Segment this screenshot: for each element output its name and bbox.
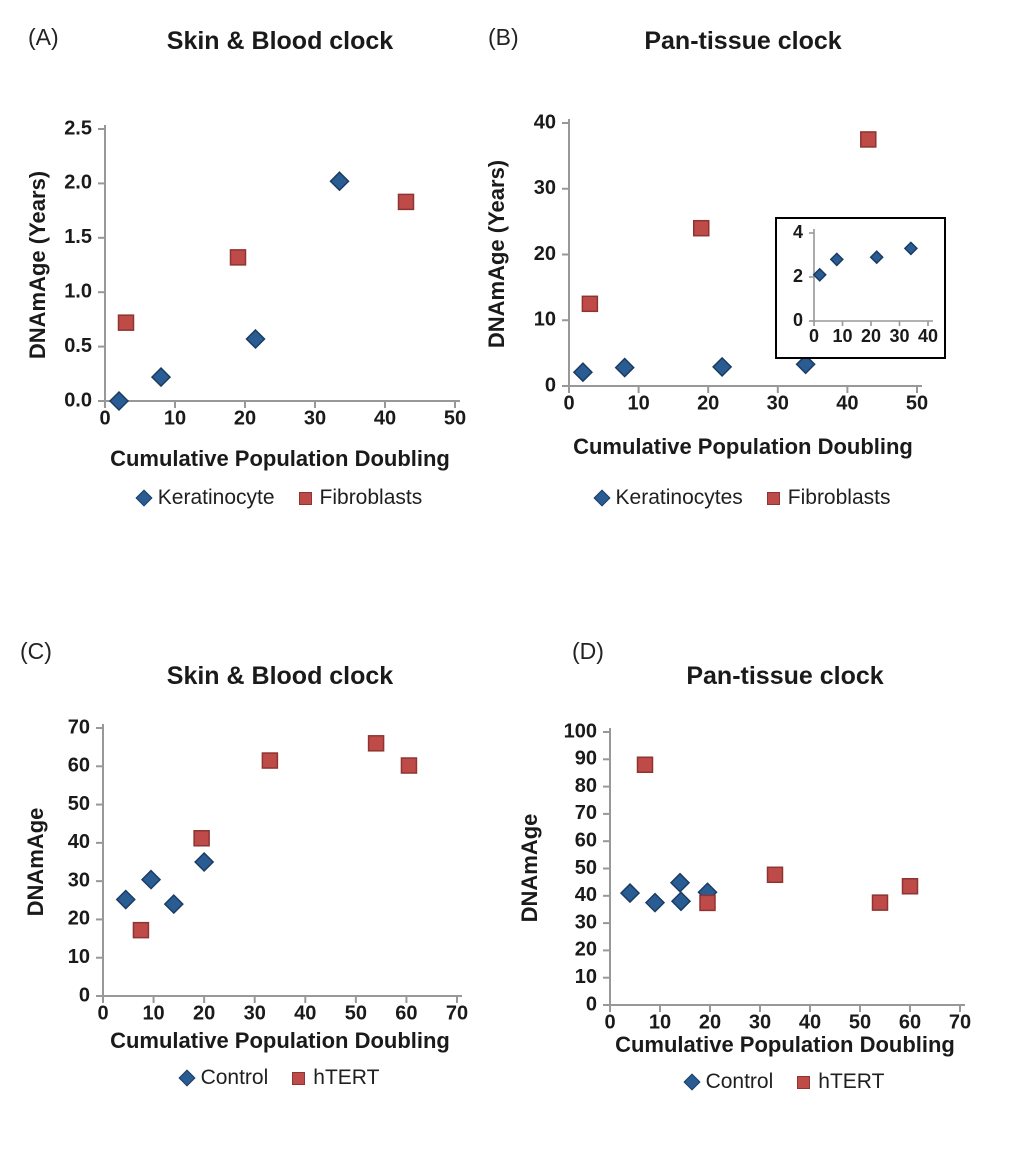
x-tick-label: 10 (648, 1011, 672, 1034)
x-tick-label: 20 (698, 1011, 722, 1034)
y-tick-label: 100 (563, 720, 597, 743)
y-tick-label: 70 (574, 802, 597, 825)
data-point-square-Fibroblasts (231, 250, 246, 265)
data-point-square-hTERT (768, 867, 783, 882)
data-point-square-Fibroblasts (582, 296, 597, 311)
x-tick-label: 10 (832, 325, 853, 346)
panel-d-x-axis-title: Cumulative Population Doubling (615, 1032, 955, 1057)
panel-c-title: Skin & Blood clock (166, 662, 394, 690)
data-point-diamond-Keratinocyte (331, 172, 349, 190)
x-tick-label: 60 (898, 1011, 922, 1034)
data-point-square-Fibroblasts (861, 132, 876, 147)
x-tick-label: 20 (233, 407, 257, 430)
data-point-diamond-Keratinocytes (616, 359, 634, 377)
x-tick-label: 40 (373, 407, 397, 430)
data-point-diamond-Keratinocyte (110, 392, 128, 410)
x-tick-label: 20 (697, 392, 720, 415)
x-tick-label: 60 (395, 1002, 418, 1025)
diamond-marker-icon (683, 1074, 700, 1091)
legend-label: Keratinocytes (615, 486, 743, 509)
y-tick-label: 40 (574, 884, 597, 907)
y-tick-label: 1.0 (64, 280, 92, 303)
data-point-square-hTERT (638, 757, 653, 772)
legend-label: Keratinocyte (157, 486, 275, 509)
y-tick-label: 0.5 (64, 334, 92, 357)
y-tick-label: 90 (574, 747, 597, 770)
panel-b-x-axis-title: Cumulative Population Doubling (573, 434, 913, 459)
data-point-diamond-Control (671, 874, 689, 892)
data-point-square-hTERT (194, 831, 209, 846)
data-point-square-hTERT (903, 879, 918, 894)
legend-label: hTERT (818, 1070, 885, 1093)
square-marker-icon (797, 1076, 810, 1089)
y-tick-label: 20 (533, 242, 556, 265)
legend-item-control (686, 1070, 774, 1094)
panel-c-label: (C) (20, 638, 52, 664)
data-point-square-hTERT (369, 736, 384, 751)
y-tick-label: 30 (67, 869, 90, 892)
data-point-square-hTERT (873, 895, 888, 910)
y-tick-label: 0 (792, 309, 803, 330)
data-point-diamond-Control (117, 891, 135, 909)
legend-item-keratinocytes (596, 486, 743, 510)
panel-a-x-axis-title: Cumulative Population Doubling (110, 446, 450, 471)
x-tick-label: 70 (948, 1011, 972, 1034)
y-tick-label: 30 (533, 177, 556, 200)
data-point-diamond-Keratinocytes (713, 358, 731, 376)
y-tick-label: 70 (67, 716, 90, 739)
legend-label: Control (705, 1070, 774, 1093)
x-tick-label: 30 (243, 1002, 266, 1025)
legend-label: hTERT (313, 1066, 380, 1089)
legend-label: Fibroblasts (787, 486, 891, 509)
panel-b-legend (569, 486, 917, 510)
x-tick-label: 50 (344, 1002, 367, 1025)
y-tick-label: 50 (574, 856, 597, 879)
legend-item-keratinocyte (138, 486, 275, 510)
x-tick-label: 30 (748, 1011, 772, 1034)
legend-item-htert (292, 1066, 379, 1090)
data-point-diamond-Control (646, 894, 664, 912)
panel-a-label: (A) (28, 24, 59, 50)
panel-d-title: Pan-tissue clock (686, 662, 884, 690)
data-point-square-Fibroblasts (399, 194, 414, 209)
y-tick-label: 10 (574, 965, 597, 988)
legend-label: Control (200, 1066, 269, 1089)
x-tick-label: 20 (193, 1002, 216, 1025)
y-tick-label: 2 (792, 265, 803, 286)
data-point-diamond-Keratinocyte (247, 330, 265, 348)
diamond-marker-icon (135, 490, 152, 507)
diamond-marker-icon (593, 490, 610, 507)
y-tick-label: 0.0 (64, 389, 92, 412)
y-tick-label: 0 (585, 993, 597, 1016)
legend-label: Fibroblasts (319, 486, 423, 509)
x-tick-label: 30 (303, 407, 327, 430)
panel-a-y-axis-title: DNAmAge (Years) (25, 170, 50, 360)
y-tick-label: 20 (67, 907, 90, 930)
x-tick-label: 30 (766, 392, 789, 415)
panel-b-title: Pan-tissue clock (644, 27, 842, 55)
y-tick-label: 10 (67, 945, 90, 968)
data-point-diamond-Control (195, 853, 213, 871)
x-tick-label: 40 (836, 392, 859, 415)
x-tick-label: 40 (294, 1002, 317, 1025)
x-tick-label: 40 (917, 325, 939, 346)
legend-item-fibroblasts (767, 486, 891, 510)
y-tick-label: 60 (67, 754, 90, 777)
data-point-square-hTERT (133, 923, 148, 938)
y-tick-label: 1.5 (64, 226, 92, 249)
x-tick-label: 30 (889, 325, 910, 346)
y-tick-label: 4 (792, 221, 803, 242)
legend-item-control (181, 1066, 269, 1090)
data-point-square-Fibroblasts (694, 221, 709, 236)
x-tick-label: 20 (860, 325, 882, 346)
x-tick-label: 10 (142, 1002, 165, 1025)
y-tick-label: 80 (574, 774, 597, 797)
legend-item-fibroblasts (299, 486, 423, 510)
y-tick-label: 2.0 (64, 171, 92, 194)
panel-c-y-axis-title: DNAmAge (23, 807, 48, 917)
data-point-diamond-Control (672, 892, 690, 910)
panel-a-legend (105, 486, 455, 510)
panel-c-x-axis-title: Cumulative Population Doubling (110, 1028, 450, 1053)
x-tick-label: 10 (163, 407, 187, 430)
x-tick-label: 0 (808, 325, 820, 346)
panel-a-title: Skin & Blood clock (166, 27, 394, 55)
data-point-square-hTERT (700, 895, 715, 910)
y-tick-label: 40 (67, 831, 90, 854)
panel-d-legend (610, 1070, 960, 1094)
panel-b-y-axis-title: DNAmAge (Years) (484, 159, 509, 349)
square-marker-icon (767, 492, 780, 505)
x-tick-label: 0 (99, 407, 111, 430)
y-tick-label: 2.5 (64, 117, 92, 140)
x-tick-label: 0 (604, 1011, 616, 1034)
data-point-diamond-Keratinocytes (574, 363, 592, 381)
x-tick-label: 70 (445, 1002, 469, 1025)
panel-d-label: (D) (572, 638, 604, 664)
panel-c-legend (103, 1066, 457, 1090)
y-tick-label: 20 (574, 938, 597, 961)
y-tick-label: 40 (533, 111, 556, 134)
legend-item-htert (797, 1070, 884, 1094)
x-tick-label: 50 (848, 1011, 872, 1034)
y-tick-label: 10 (533, 308, 556, 331)
x-tick-label: 50 (443, 407, 467, 430)
y-tick-label: 0 (78, 984, 90, 1007)
square-marker-icon (292, 1072, 305, 1085)
data-point-diamond-Control (621, 884, 639, 902)
y-tick-label: 30 (574, 911, 597, 934)
y-tick-label: 50 (67, 792, 90, 815)
panel-d-y-axis-title: DNAmAge (517, 813, 542, 923)
panel-b-label: (B) (488, 24, 519, 50)
data-point-square-Fibroblasts (119, 315, 134, 330)
x-tick-label: 0 (97, 1002, 109, 1025)
data-point-square-hTERT (401, 758, 416, 773)
y-tick-label: 0 (544, 374, 556, 397)
x-tick-label: 50 (905, 392, 929, 415)
x-tick-label: 10 (627, 392, 650, 415)
x-tick-label: 0 (563, 392, 575, 415)
diamond-marker-icon (178, 1070, 195, 1087)
x-tick-label: 40 (798, 1011, 822, 1034)
square-marker-icon (299, 492, 312, 505)
data-point-diamond-Control (165, 895, 183, 913)
data-point-diamond-Keratinocyte (152, 368, 170, 386)
y-tick-label: 60 (574, 829, 597, 852)
data-point-square-hTERT (262, 753, 277, 768)
data-point-diamond-Control (142, 871, 160, 889)
